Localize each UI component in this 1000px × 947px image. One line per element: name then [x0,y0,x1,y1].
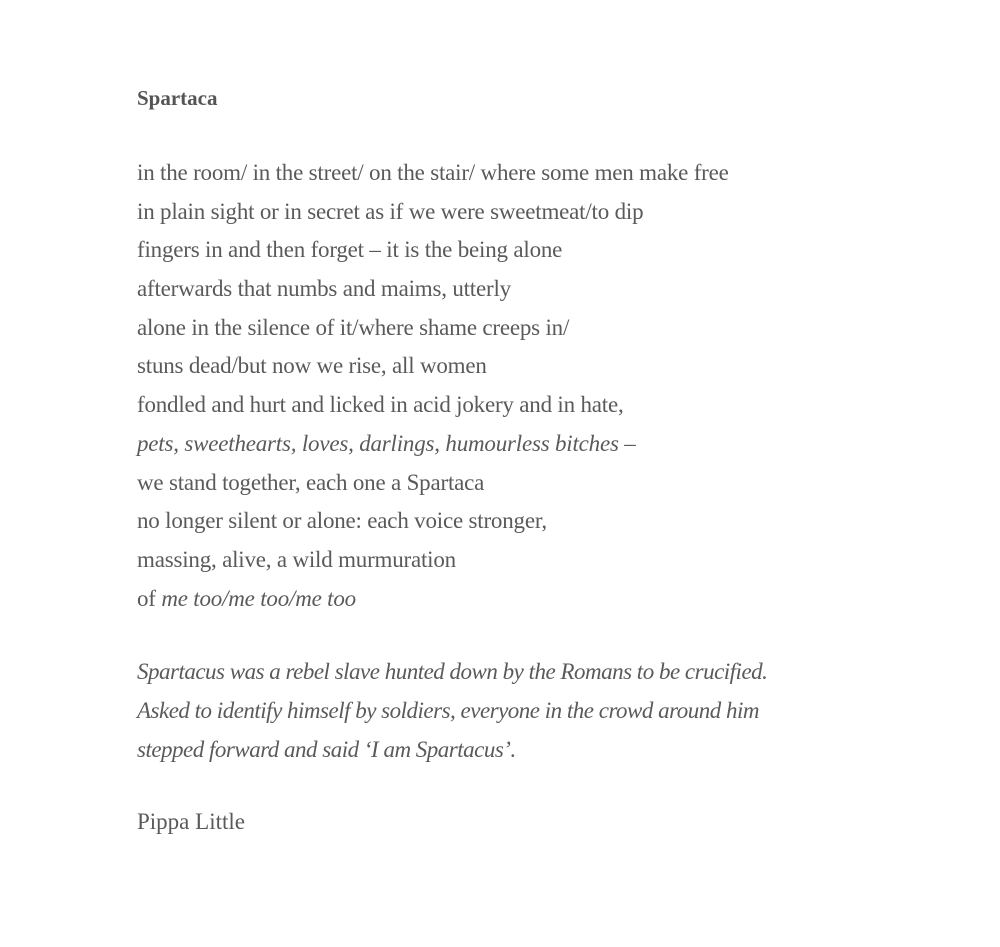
poem-line: alone in the silence of it/where shame creeps in/ [137,314,570,340]
note-line: stepped forward and said ‘I am Spartacus’. [137,736,516,762]
poem-last-line [137,580,967,619]
poem-line-italic: pets, sweethearts, loves, darlings, humourless bitches – [137,430,636,456]
poem-last-line-prefix: of [137,585,162,611]
poem-line: afterwards that numbs and maims, utterly [137,276,511,302]
poem-line: fingers in and then forget – it is the being alone [137,237,563,263]
poem-line: no longer silent or alone: each voice stronger, [137,508,547,534]
poem-line: in the room/ in the street/ on the stair/ where some men make free [137,160,729,185]
poem-line: in plain sight or in secret as if we were sweetmeat/to dip [137,198,644,224]
poem-line: we stand together, each one a Spartaca [137,469,485,495]
poem-title: Spartaca [137,86,218,110]
poem-body [137,154,967,618]
poem-line: fondled and hurt and licked in acid jokery and in hate, [137,392,624,418]
poem-line: stuns dead/but now we rise, all women [137,353,487,379]
note-line: Spartacus was a rebel slave hunted down by the Romans to be crucified. [137,659,768,685]
author-name: Pippa Little [137,809,245,835]
poem-page [137,82,967,841]
note-line: Asked to identify himself by soldiers, everyone in the crowd around him [137,697,759,723]
poem-last-line-refrain: me too/me too/me too [161,585,356,611]
explanatory-note [137,653,967,769]
poem-line: massing, alive, a wild murmuration [137,546,456,572]
